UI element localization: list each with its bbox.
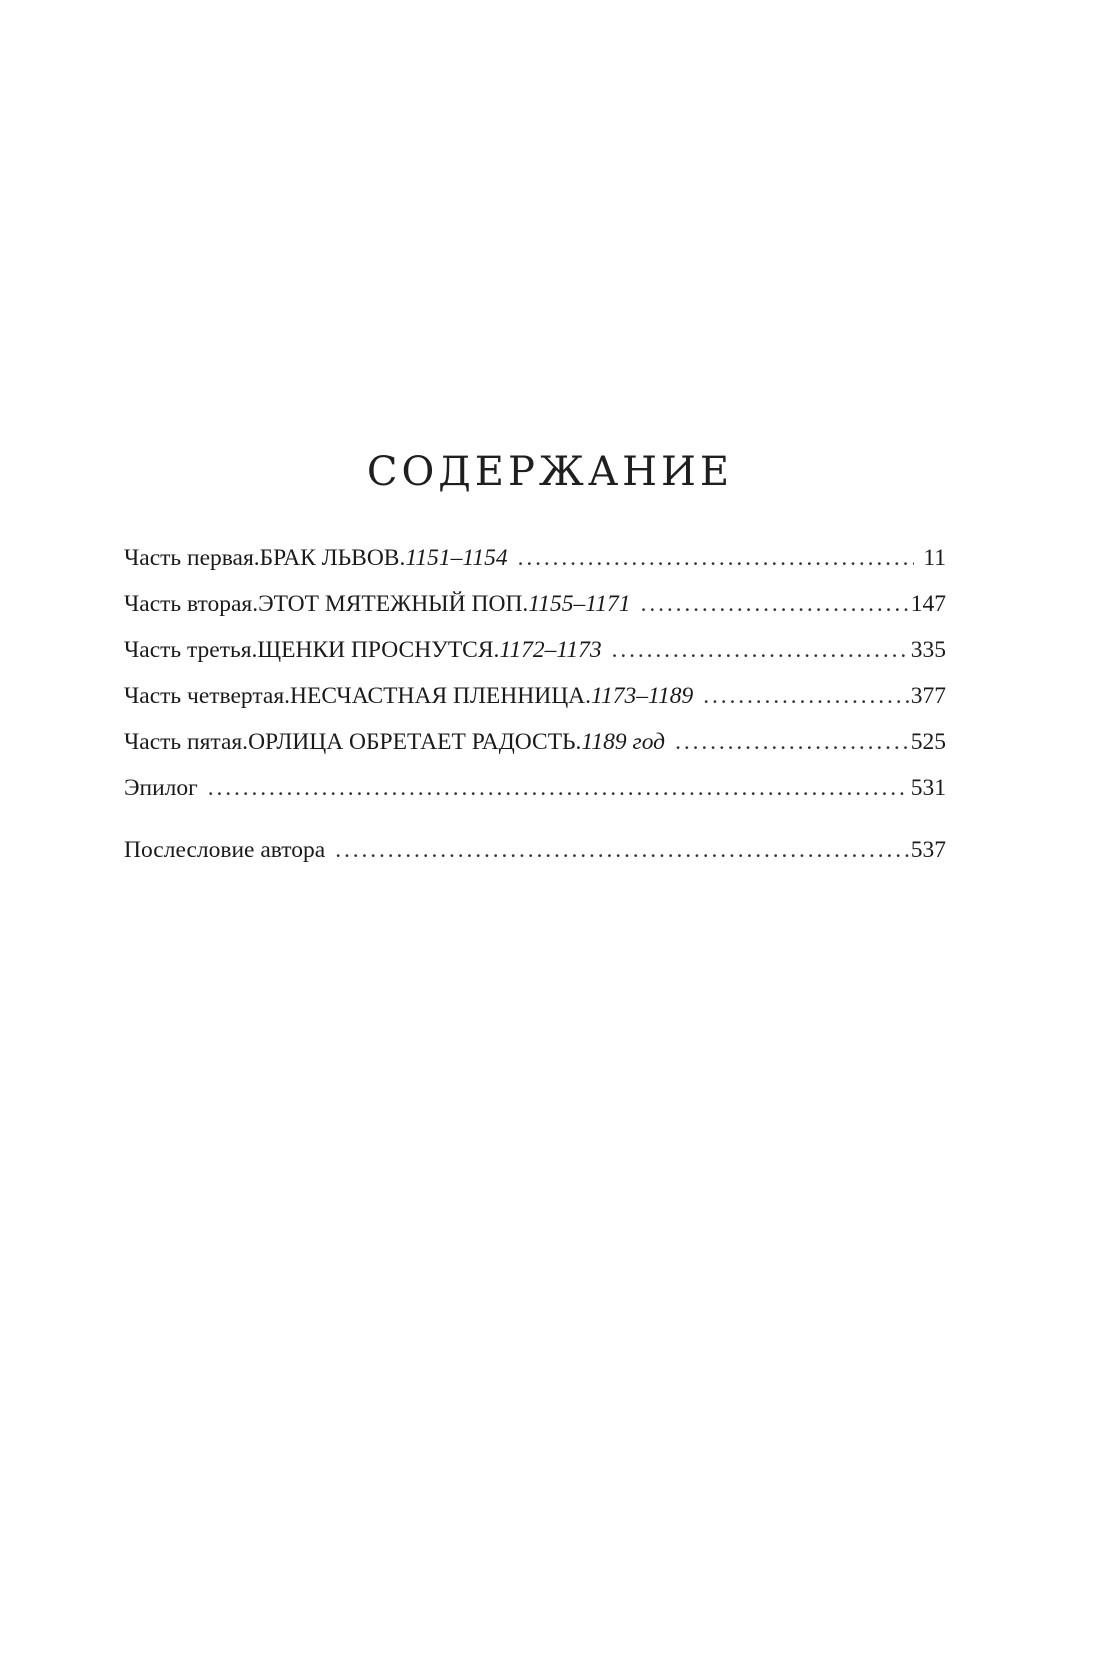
toc-entry-part: Часть третья.	[124, 637, 258, 663]
toc-entry-page: 377	[910, 683, 946, 709]
toc-entry-years: 1155–1171	[528, 591, 631, 617]
toc-entry-part: Часть первая.	[124, 545, 260, 571]
toc-entry[interactable]	[124, 541, 946, 575]
toc-entry-years: 1189 год	[581, 729, 666, 755]
toc-entry[interactable]	[124, 833, 946, 867]
toc-entry-years: 1172–1173	[499, 637, 602, 663]
toc-entry-part: Часть четвертая.	[124, 683, 291, 709]
toc-entry-part: Часть пятая.	[124, 729, 249, 755]
toc-leader-dots	[675, 725, 909, 759]
toc-entry-title: БРАК ЛЬВОВ.	[259, 545, 406, 571]
toc-leader-dots	[641, 587, 909, 621]
toc-entry-page: 335	[910, 637, 946, 663]
toc-leader-dots	[335, 833, 909, 867]
toc-heading: СОДЕРЖАНИЕ	[366, 449, 734, 495]
toc-entry-years: 1173–1189	[591, 683, 694, 709]
toc-entry-title: ЩЕНКИ ПРОСНУТСЯ.	[257, 637, 500, 663]
toc-entry[interactable]	[124, 771, 946, 805]
toc-entry-page: 11	[923, 545, 946, 571]
toc-entry-part: Эпилог	[124, 775, 198, 801]
toc-entry-title: НЕСЧАСТНАЯ ПЛЕННИЦА.	[290, 683, 592, 709]
toc-entry-part: Часть вторая.	[124, 591, 259, 617]
toc-entry-title: ОРЛИЦА ОБРЕТАЕТ РАДОСТЬ.	[248, 729, 582, 755]
toc-leader-dots	[703, 679, 908, 713]
toc-entry-page: 537	[910, 837, 946, 863]
toc-entry-page: 525	[910, 729, 946, 755]
toc-leader-dots	[208, 771, 909, 805]
toc-leader-dots	[612, 633, 909, 667]
toc-entry-page: 147	[910, 591, 946, 617]
toc-entry[interactable]	[124, 679, 946, 713]
toc-entry-part: Послесловие автора	[124, 837, 326, 863]
toc-entry[interactable]	[124, 725, 946, 759]
toc-entry-page: 531	[910, 775, 946, 801]
toc-entry-title: ЭТОТ МЯТЕЖНЫЙ ПОП.	[258, 591, 529, 617]
toc-leader-dots	[518, 541, 914, 575]
toc-entry[interactable]	[124, 633, 946, 667]
toc-entry[interactable]	[124, 587, 946, 621]
toc-entry-years: 1151–1154	[405, 545, 508, 571]
